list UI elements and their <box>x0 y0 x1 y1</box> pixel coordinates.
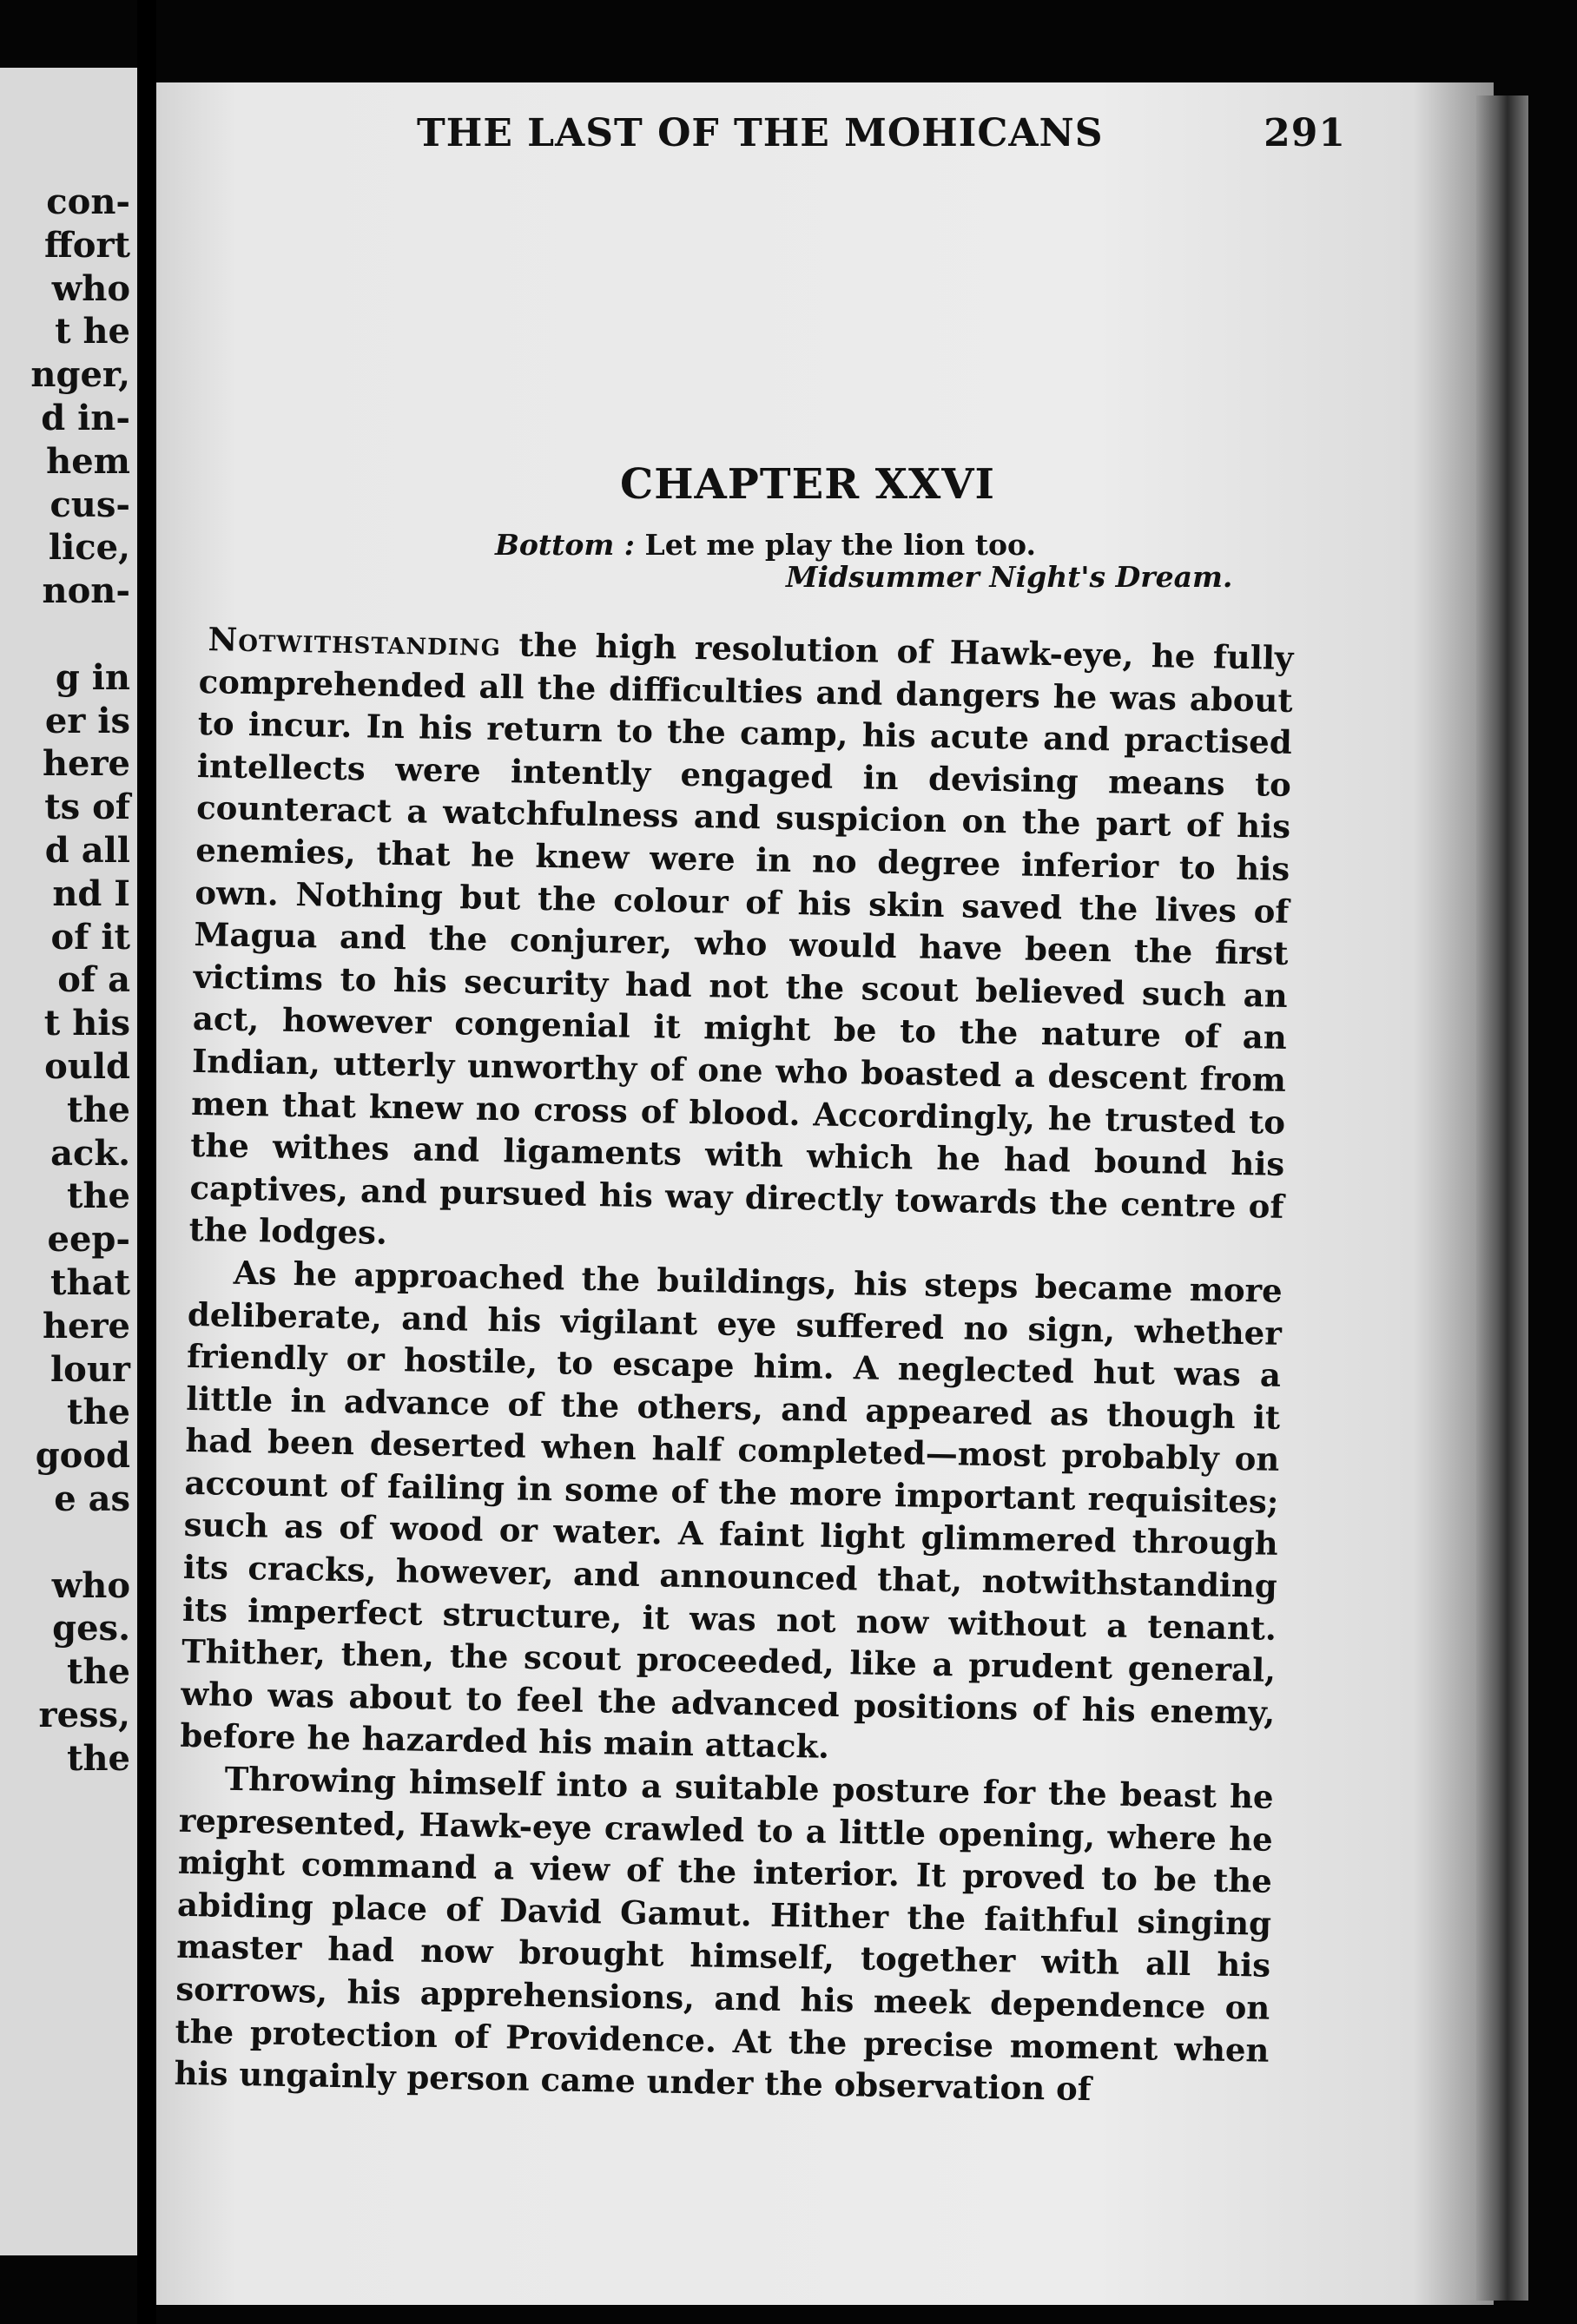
facing-page-line: nd I <box>52 872 130 914</box>
facing-page-line: the <box>66 1737 130 1779</box>
facing-page-line: who <box>51 267 130 309</box>
facing-page-fragment <box>0 68 140 2255</box>
paragraph-1-lead: Notwithstanding <box>208 620 502 664</box>
facing-page-line: er is <box>44 700 130 741</box>
facing-page-line: d in- <box>41 398 130 438</box>
facing-page-line: that <box>50 1262 130 1303</box>
facing-page-line: d all <box>44 830 130 871</box>
facing-page-line: here <box>42 1305 130 1346</box>
chapter-title: CHAPTER XXVI <box>620 460 995 509</box>
epigraph-text: Let me play the lion too. <box>644 528 1036 562</box>
facing-page-line: the <box>66 1651 130 1693</box>
facing-page-line: ould <box>44 1046 130 1087</box>
facing-page-line: the <box>66 1392 130 1433</box>
facing-page-line: hem <box>46 440 130 482</box>
book-gutter <box>137 0 156 2324</box>
facing-page-line: t his <box>43 1003 130 1044</box>
facing-page-line: ress, <box>38 1695 130 1735</box>
facing-page-line: eep- <box>47 1219 130 1261</box>
facing-page-line: here <box>42 743 130 785</box>
epigraph-source: Midsummer Night's Dream. <box>786 560 1233 594</box>
epigraph <box>495 528 1036 562</box>
facing-page-line: non- <box>42 570 130 612</box>
facing-page-line: who <box>51 1564 130 1606</box>
paragraph-1 <box>188 618 1294 1270</box>
facing-page-line: of a <box>57 959 130 1001</box>
facing-page-line: cus- <box>49 484 130 525</box>
paragraph-2: As he approached the buildings, his steps became more deliberate, and his vigilant eye suffered no sign, whether friendly or hostile, to escape him. A neglected hut was a little in advance of the others, and appeared as though it had been deserted when half completed—most probably on account of failing in some of the more important requisites; such as of wood or water. A faint light glimmered through its cracks, however, and announced that, notwithstanding its imperfect structure, it was not now without a tenant. Thither, then, the scout proceeded, like a prudent general, who was about to feel the advanced positions of his enemy, before he hazarded his main attack. <box>180 1253 1283 1767</box>
page-edge <box>1476 95 1528 2301</box>
paragraph-1-text: the high resolution of Hawk-eye, he fully comprehended all the difficulties and dangers he was about to incur. In his return to the camp, his acute and practised intellects were intently engaged in devising means to counteract a watchfulness and suspicion on the part of his enemies, that he knew were in no degree inferior to his own. Nothing but the colour of his skin saved the lives of Magua and the conjurer, who would have been the first victims to his security had not the scout believed such an act, however congenial it might be to the nature of an Indian, utterly unworthy of one who boasted a descent from men that knew no cross of blood. Accordingly, he trusted to the withes and ligaments with which he had bound his captives, and pursued his way directly towards the centre of the lodges. <box>188 625 1294 1253</box>
facing-page-line: the <box>66 1089 130 1130</box>
facing-page-line: ack. <box>50 1132 130 1174</box>
running-header <box>261 111 1346 155</box>
paragraph-3: Throwing himself into a suitable posture for the beast he represented, Hawk-eye crawled to a little opening, where he might command a view of the interior. It proved to be the abiding place of David Gamut. Hither the faithful singing master had now brought himself, together with all his sorrows, his apprehensions, and his meek dependence on the protection of Providence. At the precise moment when his ungainly person came under the observation of <box>174 1759 1274 2109</box>
facing-page-line: of it <box>50 916 130 958</box>
facing-page-line: lice, <box>48 527 130 569</box>
facing-page-line: good <box>35 1435 130 1477</box>
facing-page-line: the <box>66 1175 130 1217</box>
page-number: 291 <box>1264 111 1346 155</box>
facing-page-line: ts of <box>44 787 130 828</box>
chapter-body <box>174 618 1293 2114</box>
facing-page-line: ges. <box>52 1608 130 1649</box>
facing-page-line: ffort <box>43 224 130 266</box>
epigraph-speaker: Bottom : <box>495 528 635 562</box>
facing-page-line: e as <box>54 1478 130 1519</box>
facing-page-line: lour <box>49 1348 130 1390</box>
running-title: THE LAST OF THE MOHICANS <box>417 111 1104 155</box>
facing-page-line: con- <box>46 181 130 222</box>
facing-page-line: g in <box>55 656 130 698</box>
facing-page-line: t he <box>55 311 130 352</box>
facing-page-line: nger, <box>30 354 130 396</box>
